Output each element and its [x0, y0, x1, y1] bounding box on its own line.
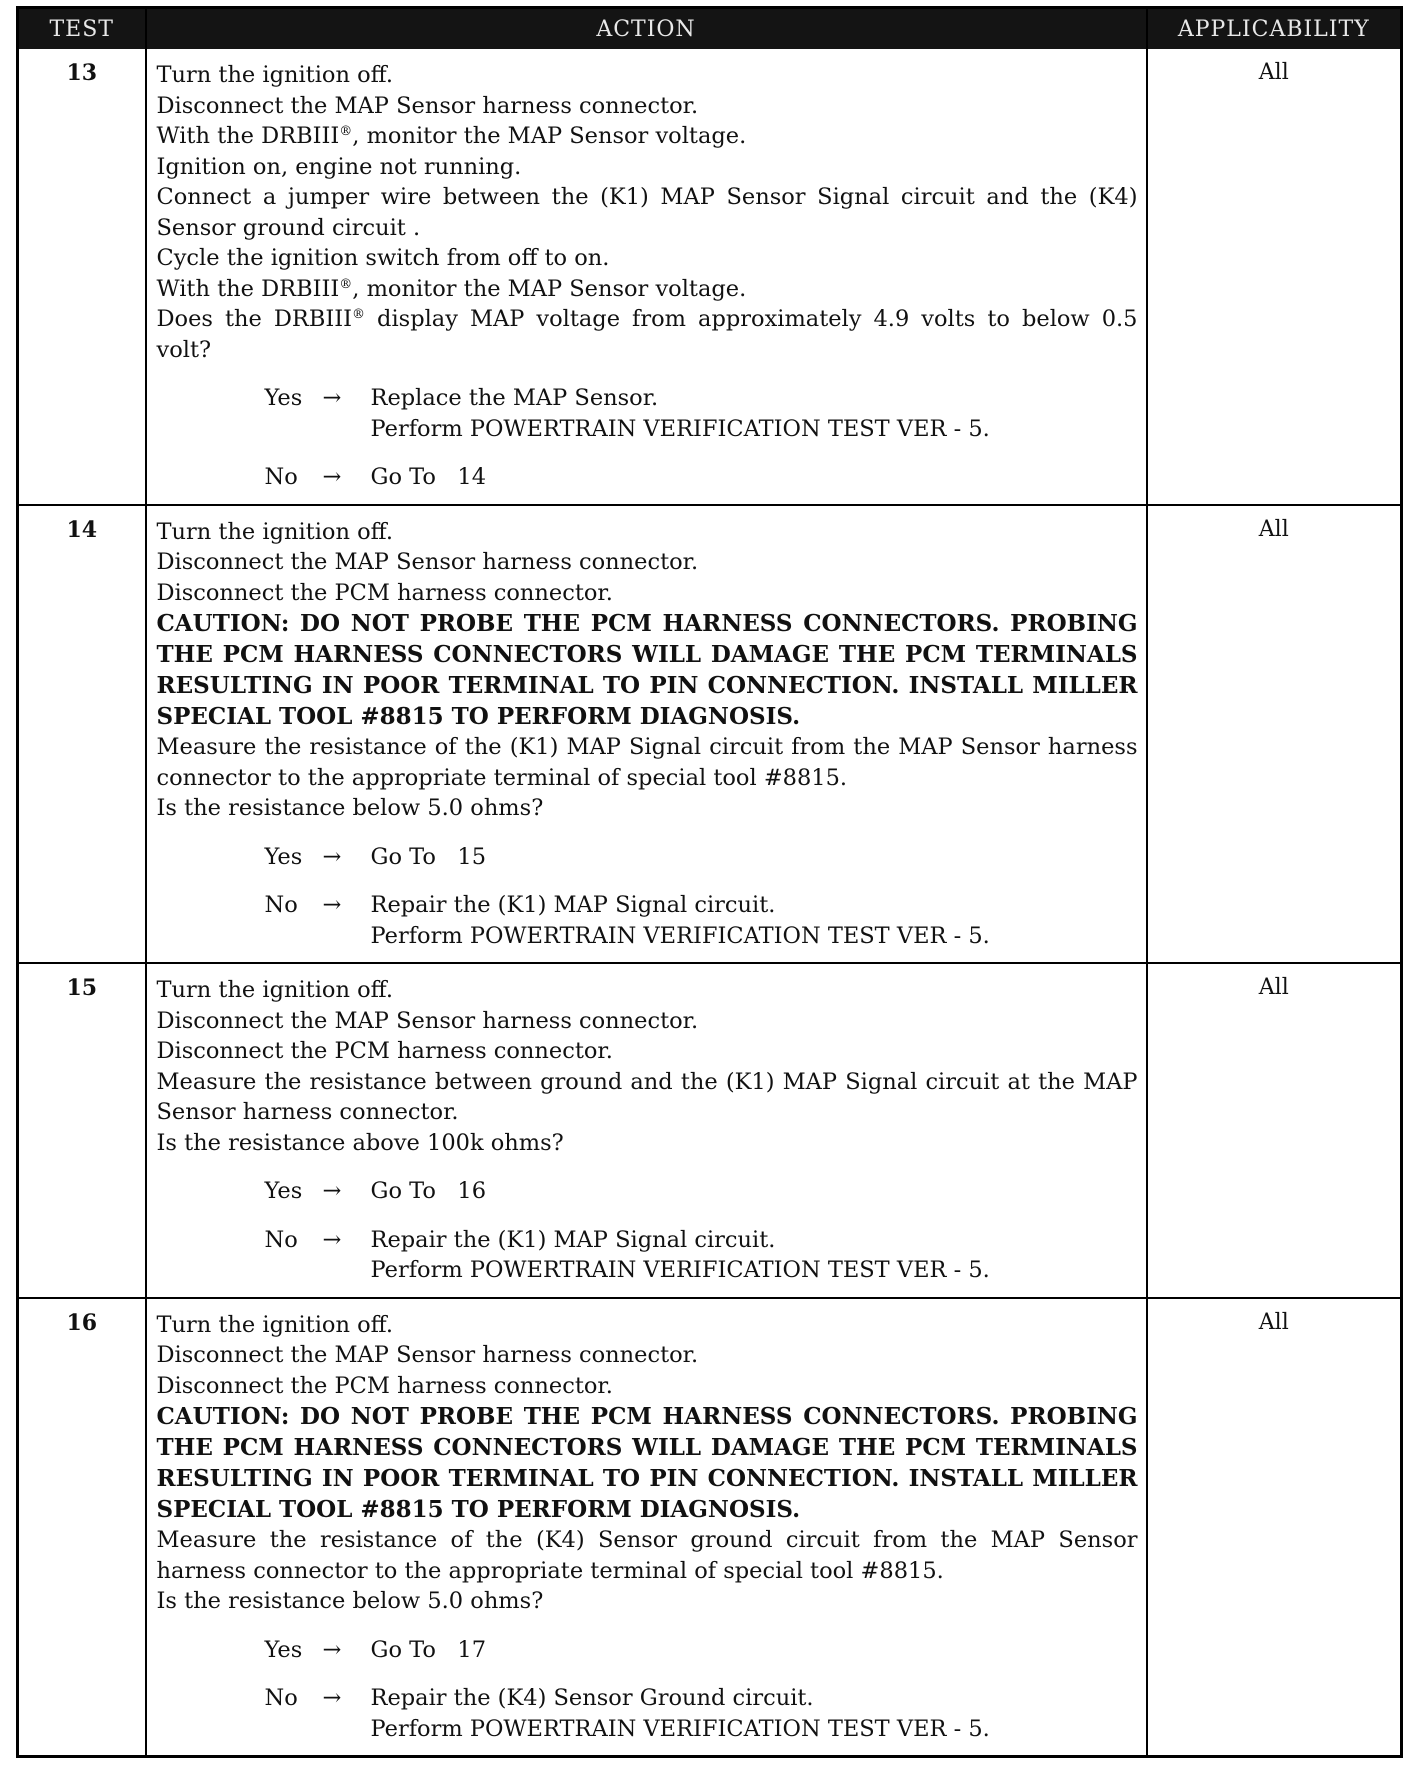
outcome-label: Yes	[264, 843, 303, 870]
outcome-no	[265, 890, 1138, 951]
header-test: TEST	[18, 8, 146, 50]
outcome-no	[265, 462, 1138, 493]
step: Connect a jumper wire between the (K1) MAP Sensor Signal circuit and the (K4) Sensor ground circuit .	[156, 184, 1138, 241]
outcome-result	[371, 462, 1138, 493]
test-number: 13	[18, 49, 146, 505]
arrow-right-icon: →	[322, 843, 342, 870]
result-line: Go To 16	[370, 1178, 487, 1204]
arrow-right-icon: →	[322, 1685, 342, 1711]
step: With the DRBIII®, monitor the MAP Sensor voltage.	[156, 123, 747, 149]
result-line: Perform POWERTRAIN VERIFICATION TEST VER - 5.	[370, 1257, 990, 1283]
step: Cycle the ignition switch from off to on.	[156, 245, 610, 271]
header-row	[18, 8, 1402, 50]
result-line: Go To 17	[370, 1636, 487, 1663]
outcome-no	[265, 1225, 1138, 1286]
header-action: ACTION	[146, 8, 1147, 50]
table-row	[18, 963, 1402, 1298]
step: Turn the ignition off.	[156, 977, 393, 1003]
outcome-label: No	[264, 1685, 298, 1711]
step: Does the DRBIII® display MAP voltage from approximately 4.9 volts to below 0.5 volt?	[156, 306, 1138, 363]
step: Disconnect the PCM harness connector.	[156, 1372, 613, 1399]
test-number: 16	[18, 1298, 146, 1757]
outcome-yes	[265, 1176, 1138, 1207]
arrow-right-icon: →	[322, 892, 342, 918]
outcome-label: Yes	[264, 385, 303, 411]
action-cell	[146, 505, 1147, 964]
arrow-right-icon: →	[322, 1636, 342, 1663]
registered-mark: ®	[352, 307, 366, 322]
result-line: Repair the (K1) MAP Signal circuit.	[370, 1226, 776, 1253]
step: Measure the resistance between ground and the (K1) MAP Signal circuit at the MAP Sensor harness connector.	[156, 1068, 1138, 1125]
outcome-result	[371, 1635, 1138, 1666]
result-line: Go To 14	[370, 464, 487, 490]
outcome-result	[371, 1176, 1138, 1207]
step: Disconnect the MAP Sensor harness connector.	[156, 1342, 699, 1368]
result-line: Perform POWERTRAIN VERIFICATION TEST VER - 5.	[370, 922, 990, 949]
arrow-right-icon: →	[322, 464, 342, 490]
header-applicability: APPLICABILITY	[1147, 8, 1402, 50]
step: With the DRBIII®, monitor the MAP Sensor voltage.	[156, 275, 747, 302]
step: Measure the resistance of the (K1) MAP Signal circuit from the MAP Sensor harness connector to the appropriate terminal of special tool #8815.	[156, 734, 1138, 791]
result-line: Repair the (K1) MAP Signal circuit.	[370, 892, 776, 918]
step: Turn the ignition off.	[156, 1311, 393, 1338]
table-header	[18, 8, 1402, 50]
outcome-result	[371, 383, 1138, 444]
registered-mark: ®	[339, 276, 353, 292]
applicability-value: All	[1147, 1298, 1402, 1757]
outcome-no	[265, 1683, 1138, 1744]
step: Is the resistance below 5.0 ohms?	[156, 795, 544, 821]
caution-text: CAUTION: DO NOT PROBE THE PCM HARNESS CONNECTORS. PROBING THE PCM HARNESS CONNECTORS WILL DAMAGE THE PCM TERMINALS RESULTING IN POOR TERMINAL TO PIN CONNECTION. INSTALL MILLER SPECIAL TOOL #8815 TO PERFORM DIAGNOSIS.	[156, 610, 1138, 730]
step: Disconnect the PCM harness connector.	[156, 579, 613, 606]
step: Disconnect the PCM harness connector.	[156, 1038, 613, 1064]
step: Turn the ignition off.	[156, 518, 393, 545]
table-row	[18, 505, 1402, 964]
step: Is the resistance above 100k ohms?	[156, 1129, 564, 1156]
outcome-yes	[265, 842, 1138, 873]
outcome-result	[371, 1225, 1138, 1286]
outcome-result	[371, 1683, 1138, 1744]
arrow-right-icon: →	[322, 385, 342, 411]
result-line: Perform POWERTRAIN VERIFICATION TEST VER - 5.	[370, 415, 990, 442]
result-line: Go To 15	[370, 843, 487, 870]
arrow-right-icon: →	[322, 1178, 342, 1204]
outcome-label: No	[264, 892, 298, 918]
caution-text: CAUTION: DO NOT PROBE THE PCM HARNESS CONNECTORS. PROBING THE PCM HARNESS CONNECTORS WILL DAMAGE THE PCM TERMINALS RESULTING IN POOR TERMINAL TO PIN CONNECTION. INSTALL MILLER SPECIAL TOOL #8815 TO PERFORM DIAGNOSIS.	[156, 1403, 1138, 1523]
step: Turn the ignition off.	[156, 62, 393, 88]
applicability-value: All	[1147, 49, 1402, 505]
outcome-label: Yes	[264, 1636, 303, 1663]
outcome-label: Yes	[264, 1178, 303, 1204]
outcome-result	[371, 890, 1138, 951]
step: Disconnect the MAP Sensor harness connector.	[156, 92, 699, 119]
step: Ignition on, engine not running.	[156, 153, 522, 180]
test-number: 14	[18, 505, 146, 964]
outcome-yes	[265, 383, 1138, 444]
result-line: Replace the MAP Sensor.	[370, 385, 659, 411]
table-row	[18, 1298, 1402, 1757]
action-cell	[146, 963, 1147, 1298]
step: Disconnect the MAP Sensor harness connector.	[156, 1007, 699, 1034]
outcome-label: No	[264, 1226, 298, 1253]
diagnostic-test-table	[16, 6, 1403, 1758]
applicability-value: All	[1147, 505, 1402, 964]
step: Measure the resistance of the (K4) Sensor ground circuit from the MAP Sensor harness connector to the appropriate terminal of special tool #8815.	[156, 1527, 1138, 1584]
action-cell	[146, 49, 1147, 505]
table-row	[18, 49, 1402, 505]
applicability-value: All	[1147, 963, 1402, 1298]
action-cell	[146, 1298, 1147, 1757]
step: Disconnect the MAP Sensor harness connector.	[156, 549, 699, 575]
outcome-label: No	[264, 464, 298, 490]
result-line: Repair the (K4) Sensor Ground circuit.	[370, 1685, 814, 1711]
outcome-yes	[265, 1635, 1138, 1666]
registered-mark: ®	[339, 124, 353, 139]
test-number: 15	[18, 963, 146, 1298]
result-line: Perform POWERTRAIN VERIFICATION TEST VER - 5.	[370, 1715, 990, 1742]
step: Is the resistance below 5.0 ohms?	[156, 1588, 544, 1614]
outcome-result	[371, 842, 1138, 873]
arrow-right-icon: →	[322, 1226, 342, 1253]
